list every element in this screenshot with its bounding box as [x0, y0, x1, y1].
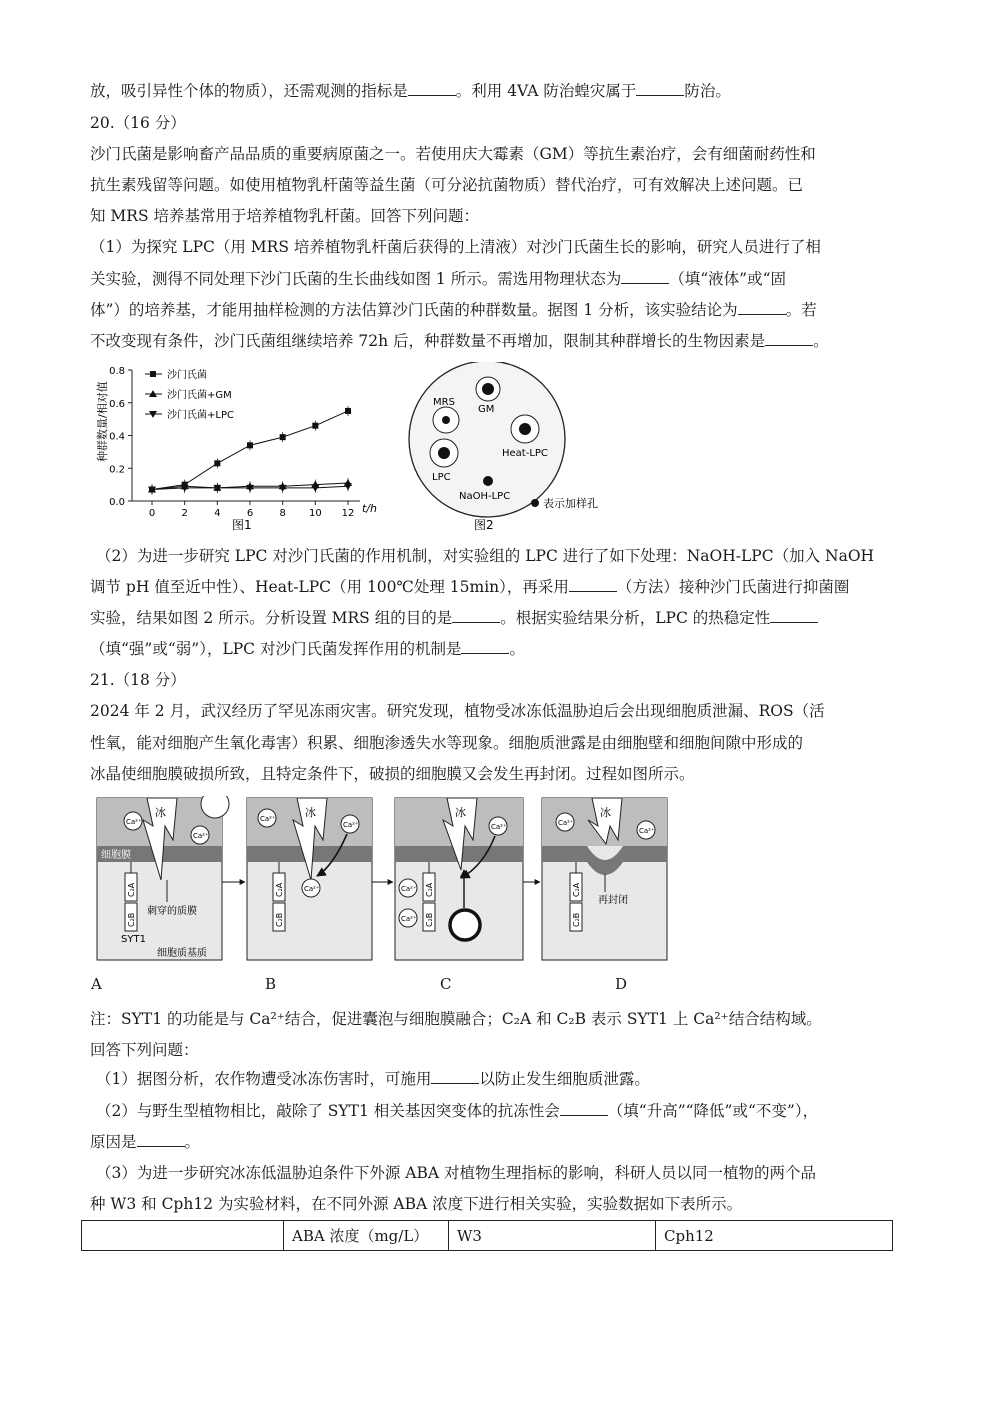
text-line: 回答下列问题：: [90, 1041, 199, 1059]
text-line: 冰晶使细胞膜破损所致，且特定条件下，破损的细胞膜又会发生再封闭。过程如图所示。: [90, 765, 695, 783]
text-line: 抗生素残留等问题。如使用植物乳杆菌等益生菌（可分泌抗菌物质）替代治疗，可有效解决上述问题。已: [90, 176, 804, 194]
text-line: （填“强”或“弱”），LPC 对沙门氏菌发挥作用的机制是 。: [90, 640, 525, 658]
answer-blank[interactable]: [431, 1069, 479, 1084]
svg-text:C₂B: C₂B: [127, 912, 136, 927]
svg-text:C₂B: C₂B: [275, 912, 284, 927]
x-tick-label: 0: [148, 508, 156, 519]
well-label: MRS: [433, 397, 455, 408]
matrix-label: 细胞质基质: [157, 948, 207, 959]
x-tick-label: 8: [279, 508, 286, 519]
figure-3-membrane-process: [95, 796, 675, 966]
y-tick-label: 0.8: [109, 366, 125, 377]
sample-well: [483, 476, 493, 486]
figure-2-plate: [404, 362, 614, 537]
panel-label: D: [615, 975, 628, 993]
panel-label: B: [265, 975, 277, 993]
svg-text:C₂A: C₂A: [572, 882, 581, 897]
answer-blank[interactable]: [770, 608, 818, 623]
answer-blank[interactable]: [569, 577, 617, 592]
svg-text:冰: 冰: [455, 806, 466, 819]
vesicle: [450, 910, 480, 940]
svg-text:冰: 冰: [600, 806, 611, 819]
svg-text:C₂B: C₂B: [425, 912, 434, 927]
text-line: 关实验，测得不同处理下沙门氏菌的生长曲线如图 1 所示。需选用物理状态为 （填“液体”或“固: [90, 270, 786, 288]
table-cell: Cph12: [656, 1221, 893, 1251]
text-line: （2）为进一步研究 LPC 对沙门氏菌的作用机制，对实验组的 LPC 进行了如下处理：NaOH-LPC（加入 NaOH: [96, 547, 875, 565]
x-tick-label: 4: [214, 508, 221, 519]
y-tick-label: 0.6: [109, 398, 125, 410]
panel-c: [395, 798, 523, 960]
panel-d: [542, 798, 667, 960]
question-number: 21.（18 分）: [90, 671, 186, 689]
y-axis-label: 种群数量/相对值: [96, 381, 109, 462]
table-row: [82, 1221, 893, 1251]
svg-text:Ca²⁺: Ca²⁺: [304, 885, 320, 893]
svg-text:Ca²⁺: Ca²⁺: [558, 819, 574, 827]
figure-2-caption: 图2: [474, 518, 494, 532]
well-label: GM: [478, 404, 495, 415]
y-tick-label: 0.2: [109, 464, 125, 476]
panel-a: [97, 796, 229, 960]
answer-blank[interactable]: [765, 331, 813, 346]
text-line: 体”）的培养基，才能用抽样检测的方法估算沙门氏菌的种群数量。据图 1 分析，该实验结论为 。若: [90, 301, 817, 319]
sample-well: [482, 383, 494, 395]
text-line: （2）与野生型植物相比，敲除了 SYT1 相关基因突变体的抗冻性会 （填“升高”“降低”或“不变”），: [96, 1102, 819, 1120]
svg-text:Ca²⁺: Ca²⁺: [343, 821, 359, 829]
text-line: 不改变现有条件，沙门氏菌组继续培养 72h 后，种群数量不再增加，限制其种群增长的生物因素是 。: [90, 332, 829, 350]
text-line: 放，吸引异性个体的物质），还需观测的指标是 。利用 4VA 防治蝗灾属于 防治。: [90, 82, 731, 100]
svg-text:C₂B: C₂B: [572, 912, 581, 927]
table-cell: ABA 浓度（mg/L）: [284, 1221, 449, 1251]
calcium-ion: Ca²⁺: [126, 818, 142, 826]
calcium-ion: Ca²⁺: [193, 832, 209, 840]
y-tick-label: 0.0: [109, 497, 125, 508]
table-cell: [82, 1221, 284, 1251]
legend-label: 沙门氏菌+GM: [167, 390, 232, 401]
membrane-label: 细胞膜: [101, 850, 131, 861]
panel-label: C: [440, 975, 452, 993]
figure-1-chart: [90, 362, 390, 537]
answer-blank[interactable]: [738, 300, 786, 315]
text-line: 性氧，能对细胞产生氧化毒害）积累、细胞渗透失水等现象。细胞质泄露是由细胞壁和细胞间隙中形成的: [90, 734, 804, 752]
legend-label: 沙门氏菌: [167, 370, 207, 381]
text-line: 实验，结果如图 2 所示。分析设置 MRS 组的目的是 。根据实验结果分析，LPC 的热稳定性: [90, 607, 818, 629]
figure-note: 注：SYT1 的功能是与 Ca²⁺结合，促进囊泡与细胞膜融合；C₂A 和 C₂B 表示 SYT1 上 Ca²⁺结合结构域。: [90, 1010, 822, 1028]
table-cell: W3: [449, 1221, 656, 1251]
question-number: 20.（16 分）: [90, 114, 186, 132]
y-tick-label: 0.4: [109, 431, 125, 443]
text-line: 种 W3 和 Cph12 为实验材料，在不同外源 ABA 浓度下进行相关实验，实验数据如下表所示。: [90, 1195, 743, 1213]
data-table: [81, 1220, 893, 1251]
svg-text:Ca²⁺: Ca²⁺: [401, 915, 417, 923]
text-line: 调节 pH 值至近中性）、Heat-LPC（用 100℃处理 15min），再采用 （方法）接种沙门氏菌进行抑菌圈: [90, 578, 850, 596]
svg-text:Ca²⁺: Ca²⁺: [260, 815, 276, 823]
ice-label: 冰: [155, 806, 166, 819]
sample-well: [442, 416, 450, 424]
figure-1-caption: 图1: [232, 518, 252, 532]
text-line: 2024 年 2 月，武汉经历了罕见冻雨灾害。研究发现，植物受冰冻低温胁迫后会出现细胞质泄漏、ROS（活: [90, 702, 825, 720]
x-tick-label: 6: [246, 508, 254, 519]
x-axis-label: t/h: [362, 502, 377, 515]
legend-text: 表示加样孔: [543, 497, 598, 510]
svg-text:C₂A: C₂A: [425, 882, 434, 897]
sample-well: [519, 423, 531, 435]
well-label: LPC: [432, 472, 451, 483]
svg-text:C₂A: C₂A: [127, 882, 136, 897]
answer-blank[interactable]: [461, 639, 509, 654]
answer-blank[interactable]: [560, 1101, 608, 1116]
well-label: Heat-LPC: [502, 448, 548, 459]
text-line: 知 MRS 培养基常用于培养植物乳杆菌。回答下列问题：: [90, 207, 480, 225]
svg-text:Ca²⁺: Ca²⁺: [639, 827, 655, 835]
reseal-label: 再封闭: [598, 895, 628, 906]
x-tick-label: 10: [308, 508, 322, 519]
answer-blank[interactable]: [137, 1132, 185, 1147]
svg-text:C₂A: C₂A: [275, 882, 284, 897]
x-tick-label: 2: [181, 508, 188, 519]
pierced-membrane-label: 刺穿的质膜: [147, 906, 197, 917]
answer-blank[interactable]: [621, 269, 669, 284]
text-line: （1）为探究 LPC（用 MRS 培养植物乳杆菌后获得的上清液）对沙门氏菌生长的影响，研究人员进行了相: [90, 238, 821, 256]
panel-b: [247, 798, 372, 960]
syt1-label: SYT1: [121, 934, 146, 945]
svg-text:Ca²⁺: Ca²⁺: [401, 885, 417, 893]
legend-label: 沙门氏菌+LPC: [167, 410, 234, 421]
well-label: NaOH-LPC: [459, 491, 511, 502]
sample-well: [438, 447, 450, 459]
text-line: （1）据图分析，农作物遭受冰冻伤害时，可施用 以防止发生细胞质泄露。: [96, 1070, 650, 1088]
x-tick-label: 12: [341, 508, 355, 519]
answer-blank[interactable]: [636, 81, 684, 96]
legend-marker: [150, 371, 156, 377]
answer-blank[interactable]: [408, 81, 456, 96]
text-line: 原因是 。: [90, 1133, 201, 1151]
answer-blank[interactable]: [452, 608, 500, 623]
svg-text:冰: 冰: [305, 806, 316, 819]
text-line: （3）为进一步研究冰冻低温胁迫条件下外源 ABA 对植物生理指标的影响，科研人员以同一植物的两个品: [96, 1164, 816, 1182]
legend-well-marker: [531, 499, 539, 507]
svg-text:Ca²⁺: Ca²⁺: [491, 823, 507, 831]
text-line: 沙门氏菌是影响畜产品品质的重要病原菌之一。若使用庆大霉素（GM）等抗生素治疗，会有细菌耐药性和: [90, 145, 816, 163]
panel-label: A: [91, 975, 102, 993]
